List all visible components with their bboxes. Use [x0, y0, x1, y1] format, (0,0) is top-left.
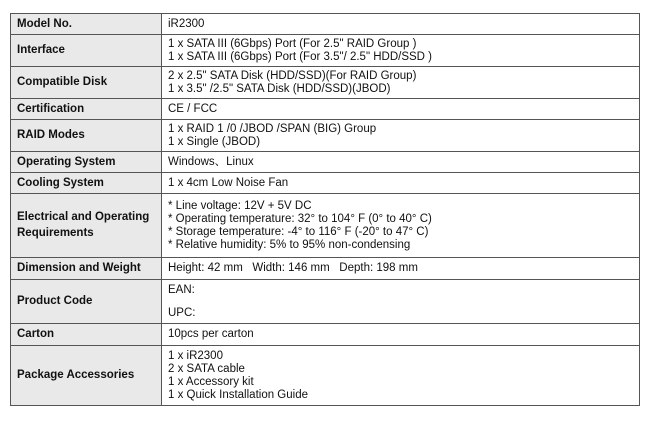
value-line: 2 x SATA cable: [168, 362, 245, 375]
row-value-model-no: [162, 14, 640, 35]
row-label-cooling-system: Cooling System: [11, 173, 162, 194]
table-row: [11, 99, 640, 120]
value-line: 1 x Quick Installation Guide: [168, 388, 308, 401]
label-line: Electrical and Operating: [17, 211, 150, 223]
value-line: iR2300: [168, 17, 205, 30]
row-value-package-accessories: [162, 346, 640, 406]
value-line: EAN:: [168, 283, 195, 296]
value-line: 1 x 3.5" /2.5" SATA Disk (HDD/SSD)(JBOD): [168, 82, 391, 95]
table-row: [11, 194, 640, 258]
row-label-model-no: Model No.: [11, 14, 162, 35]
table-row: [11, 152, 640, 173]
value-line: 1 x Single (JBOD): [168, 135, 261, 148]
row-label-certification: Certification: [11, 99, 162, 120]
table-row: [11, 324, 640, 346]
row-value-raid-modes: [162, 120, 640, 152]
row-label-product-code: Product Code: [11, 280, 162, 324]
row-label-electrical-requirements: [11, 194, 162, 258]
table-row: [11, 258, 640, 280]
value-line: * Line voltage: 12V + 5V DC: [168, 199, 312, 212]
value-line: Windows、Linux: [168, 155, 254, 168]
row-label-dimension-weight: Dimension and Weight: [11, 258, 162, 280]
value-line: * Storage temperature: -4° to 116° F (-20° to 47° C): [168, 225, 429, 238]
row-value-carton: [162, 324, 640, 346]
value-line: UPC:: [168, 306, 196, 319]
label-lines: [17, 211, 155, 240]
table-row: [11, 67, 640, 99]
value-line: 1 x RAID 1 /0 /JBOD /SPAN (BIG) Group: [168, 122, 377, 135]
row-value-dimension-weight: [162, 258, 640, 280]
value-line: 1 x SATA III (6Gbps) Port (For 2.5" RAID Group ): [168, 37, 417, 50]
value-line: * Relative humidity: 5% to 95% non-condensing: [168, 238, 411, 251]
table-row: [11, 14, 640, 35]
table-row: [11, 35, 640, 67]
row-value-operating-system: [162, 152, 640, 173]
row-label-package-accessories: Package Accessories: [11, 346, 162, 406]
value-line: Height: 42 mm Width: 146 mm Depth: 198 mm: [168, 262, 418, 274]
row-label-compatible-disk: Compatible Disk: [11, 67, 162, 99]
value-line: 1 x 4cm Low Noise Fan: [168, 176, 289, 189]
table-row: [11, 280, 640, 324]
row-label-operating-system: Operating System: [11, 152, 162, 173]
value-line: * Operating temperature: 32° to 104° F (0° to 40° C): [168, 212, 432, 225]
value-line: 10pcs per carton: [168, 328, 254, 340]
table-row: [11, 173, 640, 194]
table-row: [11, 346, 640, 406]
row-label-interface: Interface: [11, 35, 162, 67]
value-line: 1 x Accessory kit: [168, 375, 254, 388]
row-value-compatible-disk: [162, 67, 640, 99]
spec-table: [10, 13, 640, 406]
value-line: 1 x SATA III (6Gbps) Port (For 3.5"/ 2.5" HDD/SSD ): [168, 50, 433, 63]
row-value-interface: [162, 35, 640, 67]
row-value-electrical-requirements: [162, 194, 640, 258]
row-label-raid-modes: RAID Modes: [11, 120, 162, 152]
value-line: CE / FCC: [168, 102, 218, 115]
row-label-carton: Carton: [11, 324, 162, 346]
table-row: [11, 120, 640, 152]
row-value-product-code: [162, 280, 640, 324]
label-line: Requirements: [17, 227, 94, 239]
value-line: 1 x iR2300: [168, 349, 223, 362]
row-value-certification: [162, 99, 640, 120]
row-value-cooling-system: [162, 173, 640, 194]
value-line: 2 x 2.5" SATA Disk (HDD/SSD)(For RAID Group): [168, 69, 417, 82]
